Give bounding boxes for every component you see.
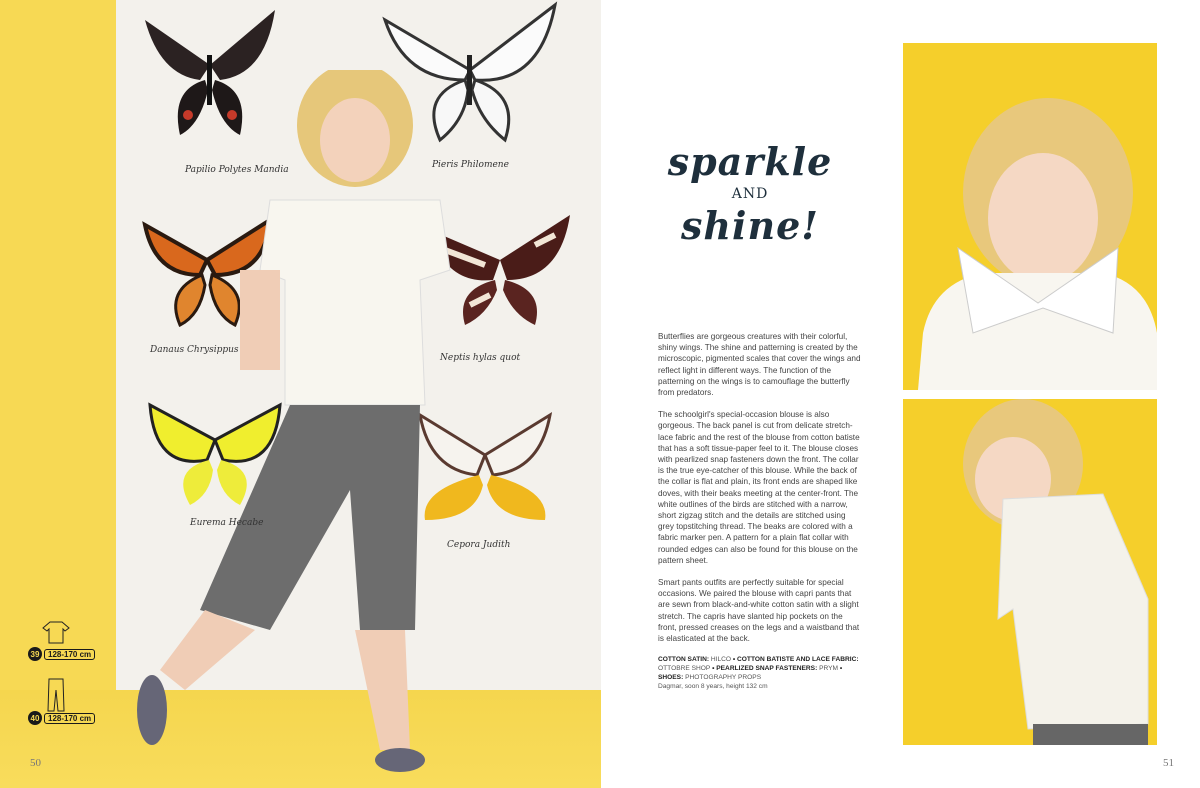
butterfly-label: Cepora Judith: [447, 540, 511, 550]
size-range: 128-170 cm: [44, 649, 95, 660]
title-line: shine!: [681, 203, 819, 248]
paragraph: Butterflies are gorgeous creatures with their colorful, shiny wings. The shine and patterning is created by the microscopic, pigmented scales that cover the wings and reflect light in different ways. The function of the patterning on the wings is to camouflage the butterfly from predators.: [658, 332, 861, 398]
credit-label: SHOES:: [658, 674, 684, 682]
article-title: [660, 140, 840, 248]
article-body: [658, 331, 863, 691]
pattern-number: 40: [28, 711, 42, 725]
butterfly-label: Neptis hylas quot: [440, 353, 521, 363]
pattern-size-39: [28, 647, 95, 661]
model-girl-photo: [120, 70, 460, 780]
page-number: 50: [30, 757, 41, 769]
credit-value: PRYM: [819, 665, 839, 673]
butterfly-label: Danaus Chrysippus: [150, 345, 239, 355]
butterfly-label: Papilio Polytes Mandia: [185, 165, 289, 175]
title-line: sparkle: [667, 139, 833, 184]
portrait-photo-front: [903, 43, 1157, 390]
butterfly-label: Eurema Hecabe: [190, 518, 264, 528]
credit-value: PHOTOGRAPHY PROPS: [685, 674, 762, 682]
credit-label: COTTON SATIN:: [658, 656, 710, 664]
pattern-number: 39: [28, 647, 42, 661]
title-line: AND: [731, 186, 769, 202]
pattern-size-40: [28, 711, 95, 725]
page-number: 51: [1163, 757, 1174, 769]
credit-label: COTTON BATISTE AND LACE FABRIC:: [737, 656, 859, 664]
paragraph: The schoolgirl's special-occasion blouse is also gorgeous. The back panel is cut from delicate stretch-lace fabric and the rest of the blouse from cotton batiste that has a soft tissue-paper feel to it. The blouse closes with pearlized snap fasteners down the front. The collar is the true eye-catcher of this blouse. While the back of the collar is flat and plain, its front ends are shaped like doves, with their beaks meeting at the center-front. The white outlines of the birds are stitched with a narrow, short zigzag stitch and the details are stitched using grey topstitching thread. The beaks are colored with a fabric marker pen. A pattern for a plain flat collar with rounded edges can also be found for this blouse on the pattern sheet.: [658, 410, 860, 565]
credit-label: PEARLIZED SNAP FASTENERS:: [716, 665, 818, 673]
credits: [658, 655, 863, 691]
model-info: Dagmar, soon 8 years, height 132 cm: [658, 683, 768, 691]
credit-value: HILCO: [710, 656, 732, 664]
separator: •: [710, 665, 717, 673]
blouse-icon: [42, 620, 70, 644]
paragraph: Smart pants outfits are perfectly suitable for special occasions. We paired the blouse with capri pants that are sewn from black-and-white cotton satin with a slight stretch. The capris have slanted hip pockets on the front, pressed creases on the legs and a waistband that is elasticated at the back.: [658, 578, 860, 644]
separator: •: [731, 656, 738, 664]
butterfly-label: Pieris Philomene: [432, 160, 509, 170]
separator: •: [838, 665, 843, 673]
credit-value: OTTOBRE SHOP: [658, 665, 711, 673]
portrait-photo-back: [903, 399, 1157, 745]
size-range: 128-170 cm: [44, 713, 95, 724]
pants-icon: [46, 678, 66, 712]
